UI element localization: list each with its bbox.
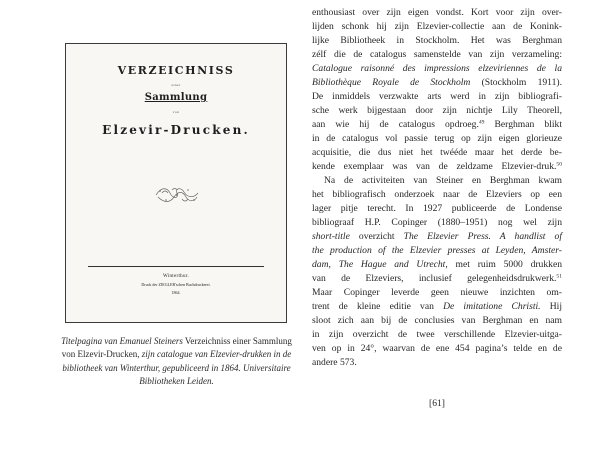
- footnote-ref: 49: [478, 119, 485, 126]
- text-line: [312, 62, 562, 76]
- text-line: [312, 118, 562, 132]
- text-run: (Stockholm 1911).: [470, 77, 563, 88]
- text-run: Hij: [540, 301, 562, 312]
- title-page-title: VERZEICHNISS: [117, 64, 235, 77]
- text-line: lijke Bibliotheek in Stockholm. Het was Berghman: [312, 35, 562, 46]
- title-page-subtitle: Sammlung: [144, 92, 208, 103]
- title-page-year: 1864.: [171, 290, 181, 295]
- italic-term: short-title: [312, 231, 350, 242]
- text-line: bibliograaf H.P. Copinger (1880–1951) nog wel zijn: [312, 217, 562, 228]
- figure-caption: [58, 335, 295, 388]
- text-line: lijden schonk hij zijn Elzevier-collectie aan de Konink-: [312, 21, 562, 32]
- text-line: [312, 76, 562, 90]
- text-line: lager pitje terecht. In 1927 publiceerde de Londense: [312, 203, 562, 214]
- text-line: het bibliografisch onderzoek naar de Elzeviers op een: [312, 189, 562, 200]
- caption-part-1: Titelpagina van Emanuel Steiners: [61, 336, 183, 346]
- text-line: andere 573.: [312, 357, 357, 368]
- text-line: in de catalogus vol passie terug op zijn eigen glorieuze: [312, 133, 562, 144]
- text-line: De inmiddels verzwakte arts werd in zijn bibliografi-: [312, 91, 562, 102]
- text-run: van de Elzeviers, inclusief gelegenheidsdrukwerk.: [312, 273, 557, 284]
- title-page-rule: [88, 266, 264, 267]
- text-line: [312, 244, 562, 258]
- italic-title: dam, The Hague and Utrecht: [312, 259, 446, 270]
- text-line: [312, 258, 562, 272]
- text-line: [312, 160, 562, 174]
- text-run: kende exemplaar was van de zeldzame Elzevier-druk.: [312, 161, 557, 172]
- text-line: [312, 300, 562, 314]
- text-line: Maar Copinger leverde geen nieuwe inzichten om-: [312, 287, 562, 298]
- italic-title: Bibliothèque Royale de Stockholm: [312, 77, 471, 88]
- italic-title: the production of the Elzevier presses at Leyden, Amster-: [312, 245, 562, 256]
- italic-title: Catalogue raisonné des impressions elzeviriennes de la: [312, 63, 562, 74]
- title-page-city: Winterthur.: [162, 274, 189, 279]
- text-line: ven op in 24°, waarvan de ene 454 pagina’s telde en de: [312, 343, 562, 354]
- text-line: enthousiast over zijn eigen vondst. Kort voor zijn over-: [312, 7, 562, 18]
- text-line: [312, 230, 562, 244]
- title-page-printer: Druck der ZIEGLER'schen Buchdruckerei.: [141, 282, 211, 287]
- text-line: [312, 272, 562, 286]
- body-text: [312, 6, 562, 370]
- text-line: Na de activiteiten van Steiner en Berghman kwam: [324, 175, 562, 186]
- page-number: [61]: [429, 398, 445, 409]
- text-run: , met ruim 5000 drukken: [445, 259, 563, 270]
- italic-title: De imitatione Christi.: [443, 301, 541, 312]
- title-page-main-title: Elzevir-Drucken.: [102, 123, 250, 137]
- text-line: in zijn overzicht de twee verschillende Elzevier-uitga-: [312, 329, 562, 340]
- text-run: Berghman blikt: [484, 119, 562, 130]
- text-run: aan wie hij de catalogus opdroeg.: [312, 119, 479, 130]
- ornament-icon: [152, 183, 202, 207]
- text-line: sloot zich aan bij de conclusies van Berghman en nam: [312, 315, 562, 326]
- footnote-ref: 50: [556, 161, 562, 168]
- text-line: zélf die de catalogus samenstelde van zijn verzameling:: [312, 49, 562, 60]
- title-page-small-1: einer: [171, 83, 181, 87]
- caption-part-3: zijn catalogue van Elzevier-drukken in de bibliotheek van Winterthur, gepubliceerd in 1864. Universitaire Bibliotheken Leiden.: [62, 349, 292, 386]
- text-run: overzicht: [349, 231, 404, 242]
- text-line: sche werk bijgestaan door zijn nichtje Lily Theorell,: [312, 105, 562, 116]
- footnote-ref: 51: [556, 273, 562, 280]
- title-page-small-2: von: [172, 110, 180, 114]
- caption-part-2: Verzeichniss einer Sammlung von Elzevir-Drucken,: [61, 336, 292, 360]
- text-run: trent de kleine editie van: [312, 301, 444, 312]
- italic-title: The Elzevier Press. A handlist of: [403, 231, 562, 242]
- text-line: acquisitie, die dus niet het twééde maar het derde be-: [312, 147, 562, 158]
- title-page-image: [65, 43, 287, 323]
